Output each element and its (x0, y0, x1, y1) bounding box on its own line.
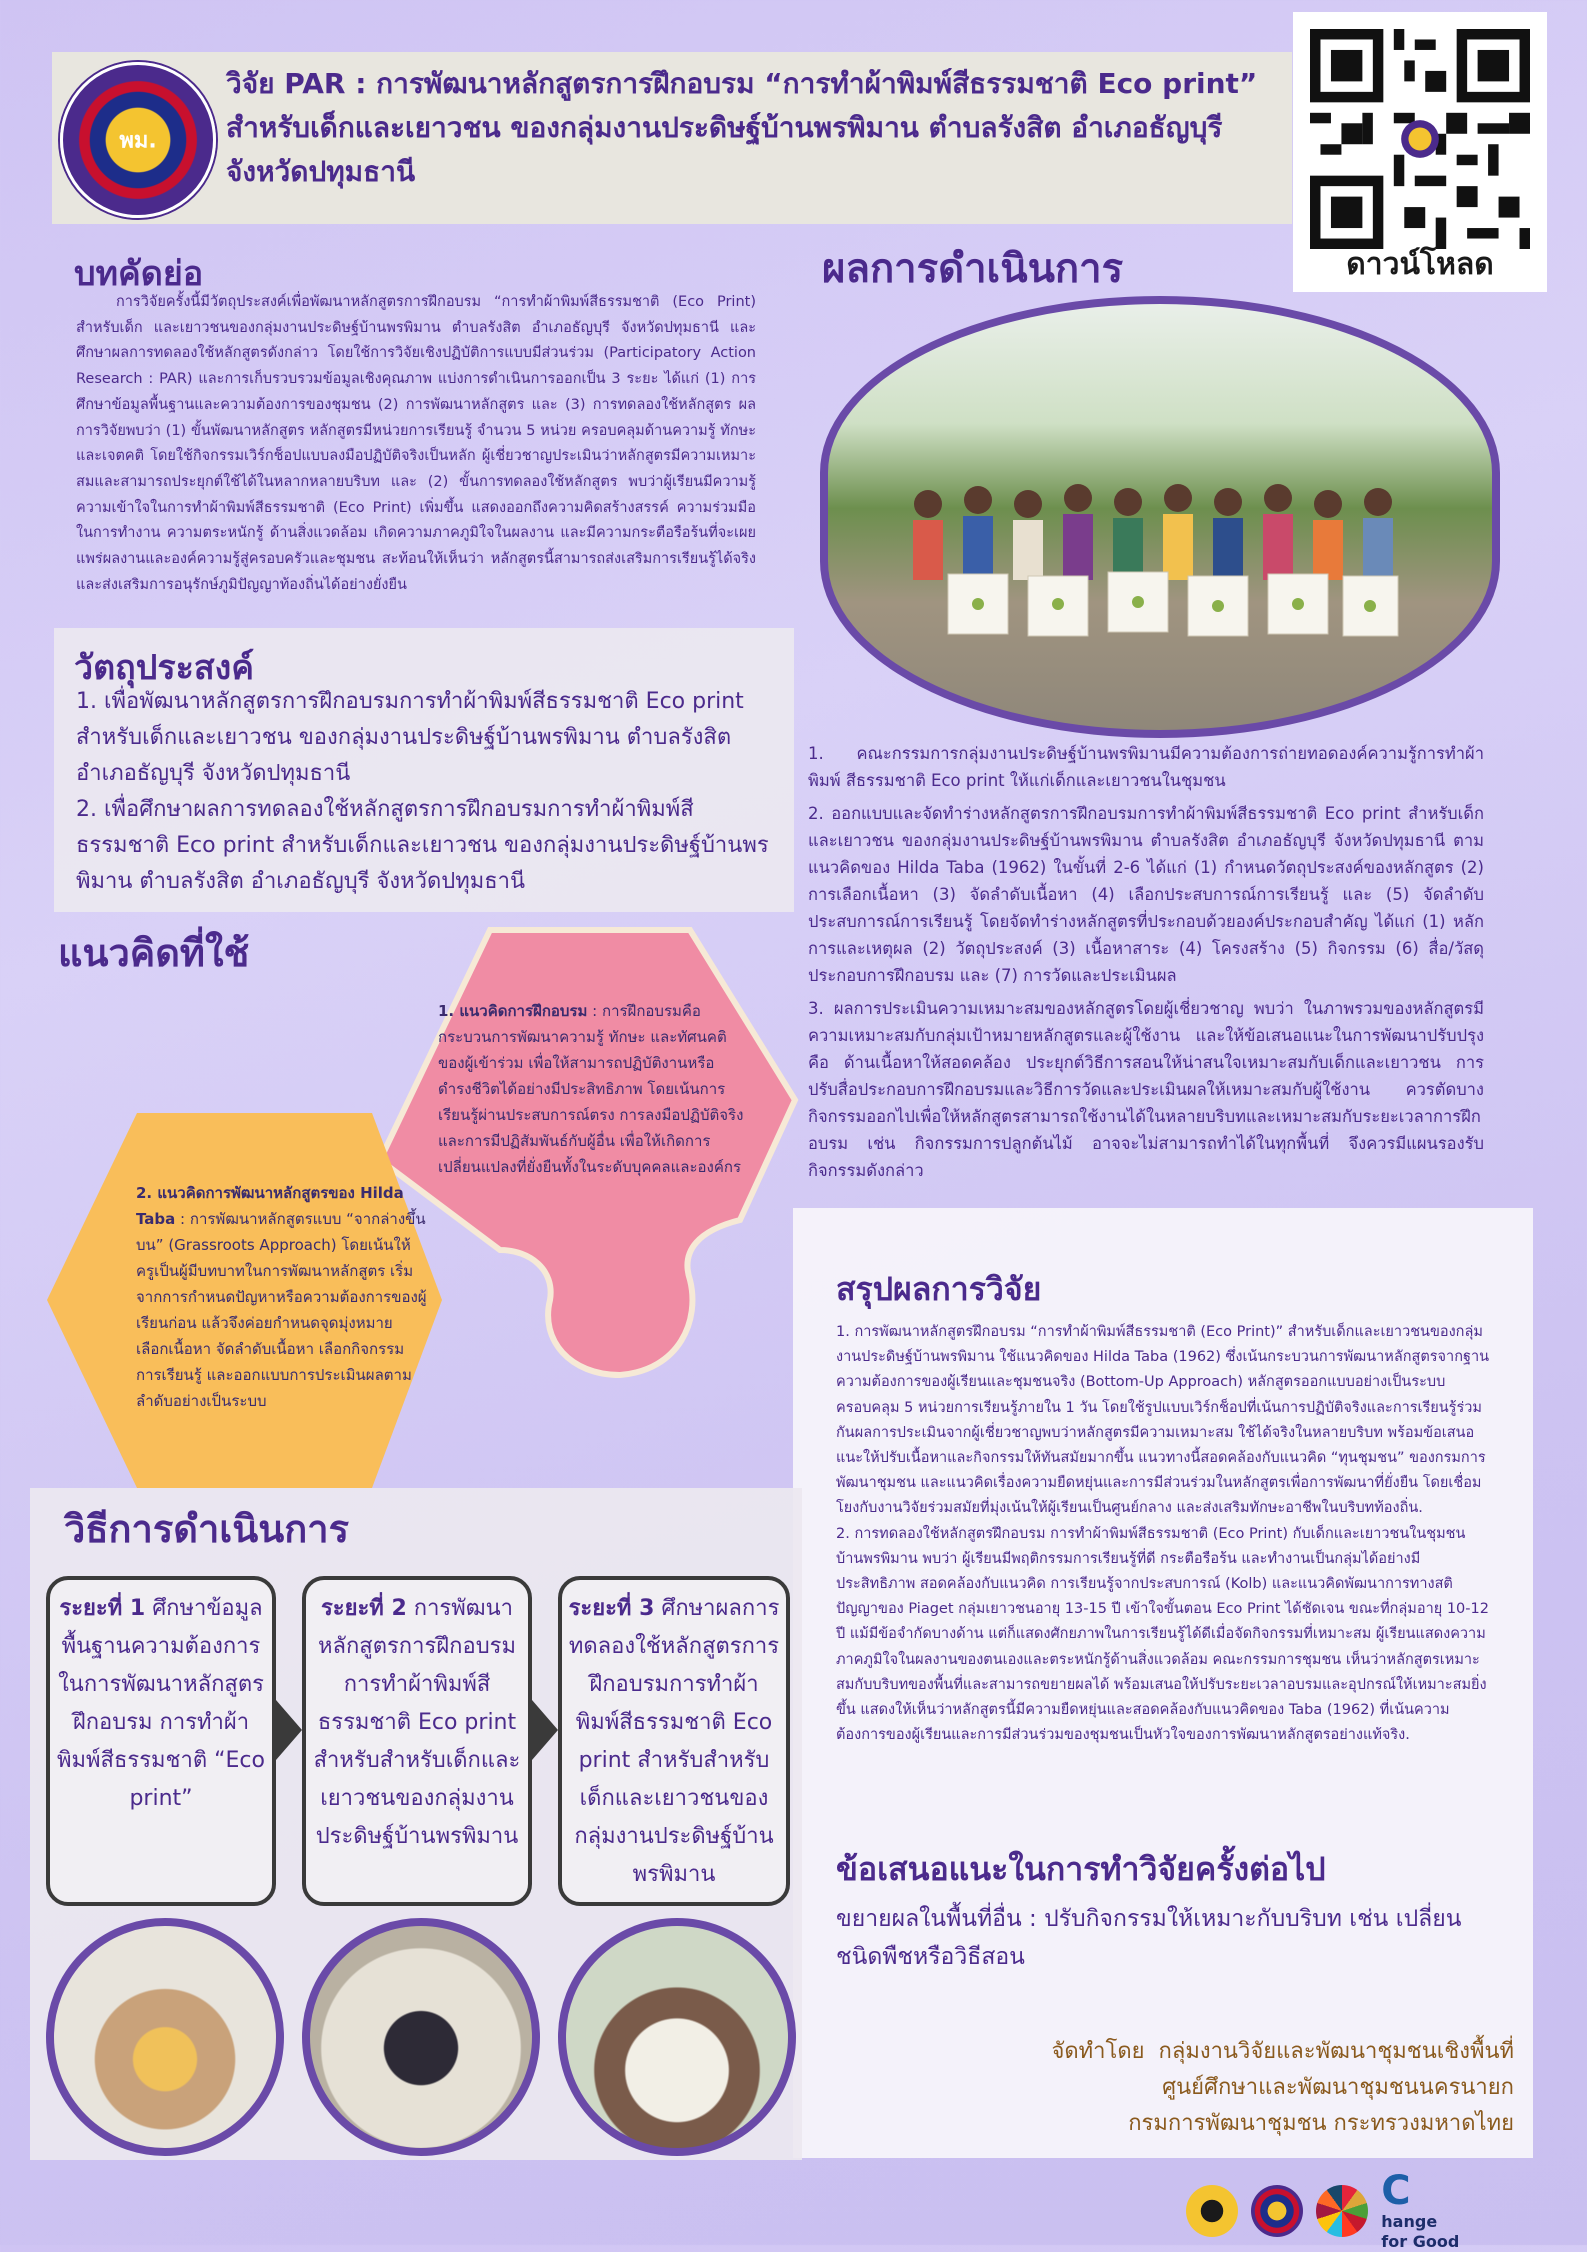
qr-download-box[interactable] (1293, 12, 1547, 292)
qr-code-icon[interactable] (1310, 29, 1530, 249)
phase-2-body: การพัฒนาหลักสูตรการฝึกอบรมการทำผ้าพิมพ์สีธรรมชาติ Eco print สำหรับสำหรับเด็กและเยาวชนของกลุ่มงานประดิษฐ์บ้านพรพิมาน (313, 1596, 521, 1849)
credit-line-3: กรมการพัฒนาชุมชน กระทรวงมหาดไทย (1128, 2111, 1514, 2136)
partner-logos (1186, 2168, 1486, 2251)
change-for-good-c-mark: C (1381, 2168, 1411, 2214)
phase-2-box (302, 1576, 532, 1906)
result-item-1: 1. คณะกรรมการกลุ่มงานประดิษฐ์บ้านพรพิมานมีความต้องการถ่ายทอดองค์ความรู้การทำผ้าพิมพ์ สีธรรมชาติ Eco print ให้แก่เด็กและเยาวชนในชุมชน (808, 744, 1484, 790)
result-item-3: 3. ผลการประเมินความเหมาะสมของหลักสูตรโดยผู้เชี่ยวชาญ พบว่า ในภาพรวมของหลักสูตรมีความเหมาะสมกับกลุ่มเป้าหมายหลักสูตรและผู้ใช้งาน และให้ข้อเสนอแนะในการพัฒนาปรับปรุง คือ ด้านเนื้อหาให้สอดคล้อง ประยุกต์วิธีการสอนให้น่าสนใจเหมาะสมกับเด็กและเยาวชน การปรับสื่อประกอบการฝึกอบรมและวิธีการวัดและประเมินผลให้เหมาะสมกับผู้ใช้งาน ควรตัดบางกิจกรรมออกไปเพื่อให้หลักสูตรสามารถใช้งานได้ในหลายบริบทและเหมาะสมกับระยะเวลาการฝึกอบรม เช่น กิจกรรมการปลูกต้นไม้ อาจจะไม่สามารถทำได้ในทุกพื้นที่ จึงควรมีแผนรองรับกิจกรรมดังกล่าว (808, 999, 1484, 1180)
poster-title (226, 62, 1286, 194)
cdd-logo (1251, 2185, 1303, 2237)
download-label[interactable]: ดาวน์โหลด (1346, 247, 1494, 282)
group-people-illustration (888, 464, 1428, 664)
change-for-good-logo (1381, 2170, 1459, 2252)
result-item-2: 2. ออกแบบและจัดทำร่างหลักสูตรการฝึกอบรมการทำผ้าพิมพ์สีธรรมชาติ Eco print สำหรับเด็กและเยาวชน ของกลุ่มงานประดิษฐ์บ้านพรพิมาน ตำบลรังสิต อำเภอธัญบุรี จังหวัดปทุมธานี ตามแนวคิดของ Hilda Taba (1962) ในขั้นที่ 2-6 ได้แก่ (1) กำหนดวัตถุประสงค์ของหลักสูตร (2) การเลือกเนื้อหา (3) จัดลำดับเนื้อหา (4) เลือกประสบการณ์การเรียนรู้ และ (5) จัดลำดับประสบการณ์การเรียนรู้ โดยจัดทำร่างหลักสูตรที่ประกอบด้วยองค์ประกอบสำคัญ ได้แก่ (1) หลักการและเหตุผล (2) วัตถุประสงค์ (3) เนื้อหาสาระ (4) โครงสร้าง (5) กิจกรรม (6) สื่อ/วัสดุประกอบการฝึกอบรม และ (7) การวัดและประเมินผล (808, 804, 1484, 985)
royal-emblem-logo (1186, 2185, 1238, 2237)
organization-seal-logo (60, 62, 216, 218)
concepts-heading: แนวคิดที่ใช้ (58, 931, 250, 975)
suggestion-heading: ข้อเสนอแนะในการทำวิจัยครั้งต่อไป (836, 1850, 1326, 1888)
phase-1-body: ศึกษาข้อมูลพื้นฐานความต้องการในการพัฒนาหลักสูตรฝึกอบรม การทำผ้าพิมพ์สีธรรมชาติ “Eco print” (57, 1596, 265, 1811)
credit-block (1000, 2034, 1514, 2142)
phase-3-box (558, 1576, 790, 1906)
title-line-2: สำหรับเด็กและเยาวชน ของกลุ่มงานประดิษฐ์บ้านพรพิมาน ตำบลรังสิต อำเภอธัญบุรี (226, 111, 1223, 144)
abstract-heading: บทคัดย่อ (74, 254, 204, 294)
objectives-heading: วัตถุประสงค์ (74, 648, 254, 688)
summary-paragraph-2: 2. การทดลองใช้หลักสูตรฝึกอบรม การทำผ้าพิมพ์สีธรรมชาติ (Eco Print) กับเด็กและเยาวชนในชุมชนบ้านพรพิมาน พบว่า ผู้เรียนมีพฤติกรรมการเรียนรู้ที่ดี กระตือรือร้น และทำงานเป็นกลุ่มได้อย่างมีประสิทธิภาพ สอดคล้องกับแนวคิด การเรียนรู้จากประสบการณ์ (Kolb) และแนวคิดพัฒนาการทางสติปัญญาของ Piaget กลุ่มเยาวชนอายุ 13-15 ปี เข้าใจขั้นตอน Eco Print ได้ชัดเจน ขณะที่กลุ่มอายุ 10-12 ปี แม้มีข้อจำกัดบางด้าน แต่ก็แสดงศักยภาพในการเรียนรู้ได้ดีเมื่อจัดกิจกรรมที่เหมาะสม ผู้เรียนแสดงความภาคภูมิใจในผลงานของตนเองและตระหนักรู้ด้านสิ่งแวดล้อม คณะกรรมการชุมชน เห็นว่าหลักสูตรเหมาะสมกับบริบทของพื้นที่และสามารถขยายผลได้ พร้อมเสนอให้ปรับระยะเวลาอบรมและอุปกรณ์ให้เหมาะสมยิ่งขึ้น แสดงให้เห็นว่าหลักสูตรนี้มีความยืดหยุ่นและสอดคล้องกับแนวคิดของ Taba (1962) ที่เน้นความต้องการของผู้เรียนและการมีส่วนร่วมของชุมชนเป็นหัวใจของการพัฒนาหลักสูตรอย่างแท้จริง. (836, 1525, 1489, 1744)
summary-paragraph-1: 1. การพัฒนาหลักสูตรฝึกอบรม “การทำผ้าพิมพ์สีธรรมชาติ (Eco Print)” สำหรับเด็กและเยาวชนของกลุ่มงานประดิษฐ์บ้านพรพิมาน ใช้แนวคิดของ Hilda Taba (1962) ซึ่งเน้นกระบวนการพัฒนาหลักสูตรจากฐานความต้องการของผู้เรียนและชุมชนจริง (Bottom-Up Approach) หลักสูตรออกแบบอย่างเป็นระบบ ครอบคลุม 5 หน่วยการเรียนรู้ภายใน 1 วัน โดยใช้รูปแบบเวิร์กช็อปที่เน้นการปฏิบัติจริงและการเรียนรู้ร่วมกันผลการประเมินจากผู้เชี่ยวชาญพบว่าหลักสูตรมีความเหมาะสม ใช้ได้จริงในหลายบริบท พร้อมข้อเสนอแนะให้ปรับเนื้อหาและกิจกรรมให้ทันสมัยมากขึ้น แนวทางนี้สอดคล้องกับแนวคิด “ทุนชุมชน” ของกรมการพัฒนาชุมชน และแนวคิดเรื่องความยืดหยุ่นและการมีส่วนร่วมในหลักสูตรเพื่อการพัฒนาที่ยั่งยืน โดยเชื่อมโยงกับงานวิจัยร่วมสมัยที่มุ่งเน้นให้ผู้เรียนเป็นศูนย์กลาง และส่งเสริมทักษะอาชีพในบริบทท้องถิ่น. (836, 1324, 1490, 1517)
arrow-right-icon (532, 1700, 558, 1760)
methods-heading: วิธีการดำเนินการ (64, 1507, 349, 1551)
arrow-right-icon (276, 1700, 302, 1760)
workshop-photo-1 (46, 1918, 284, 2156)
concept-2-body: : การพัฒนาหลักสูตรแบบ “จากล่างขึ้นบน” (Grassroots Approach) โดยเน้นให้ครูเป็นผู้มีบทบาทในการพัฒนาหลักสูตร เริ่มจากการกำหนดปัญหาหรือความต้องการของผู้เรียนก่อน แล้วจึงค่อยกำหนดจุดมุ่งหมาย เลือกเนื้อหา จัดลำดับเนื้อหา เลือกกิจกรรมการเรียนรู้ และออกแบบการประเมินผลตามลำดับอย่างเป็นระบบ (136, 1210, 427, 1410)
seal-text: พม. (119, 128, 157, 154)
results-list (808, 740, 1484, 1190)
phase-1-heading: ระยะที่ 1 (59, 1596, 146, 1621)
workshop-photo-2 (302, 1918, 540, 2156)
concept-2-heading: 2. แนวคิดการพัฒนาหลักสูตรของ Hilda Taba (136, 1184, 404, 1228)
credit-label: จัดทำโดย (1051, 2039, 1145, 2064)
abstract-text: การวิจัยครั้งนี้มีวัตถุประสงค์เพื่อพัฒนาหลักสูตรการฝึกอบรม “การทำผ้าพิมพ์สีธรรมชาติ (Eco Print) สำหรับเด็ก และเยาวชนของกลุ่มงานประดิษฐ์บ้านพรพิมาน ตำบลรังสิต อำเภอธัญบุรี จังหวัดปทุมธานี และศึกษาผลการทดลองใช้หลักสูตรดังกล่าว โดยใช้การวิจัยเชิงปฏิบัติการแบบมีส่วนร่วม (Participatory Action Research : PAR) และการเก็บรวบรวมข้อมูลเชิงคุณภาพ แบ่งการดำเนินการออกเป็น 3 ระยะ ได้แก่ (1) การศึกษาข้อมูลพื้นฐานและความต้องการของชุมชน (2) การพัฒนาหลักสูตร และ (3) การทดลองใช้หลักสูตร ผลการวิจัยพบว่า (1) ขั้นพัฒนาหลักสูตร หลักสูตรมีหน่วยการเรียนรู้ จำนวน 5 หน่วย ครอบคลุมด้านความรู้ ทักษะ และเจตคติ โดยใช้กิจกรรมเวิร์กช็อปแบบลงมือปฏิบัติจริงเป็นหลัก ผู้เชี่ยวชาญประเมินว่าหลักสูตรมีความเหมาะสมและสามารถประยุกต์ใช้ได้ในหลากหลายบริบท และ (2) ขั้นการทดลองใช้หลักสูตร พบว่าผู้เรียนมีความรู้ความเข้าใจในการทำผ้าพิมพ์สีธรรมชาติ (Eco Print) เพิ่มขึ้น แสดงออกถึงความคิดสร้างสรรค์ ความร่วมมือในการทำงาน ความตระหนักรู้ ด้านสิ่งแวดล้อม เกิดความภาคภูมิใจในผลงาน และมีความกระตือรือร้นที่จะเผยแพร่ผลงานและองค์ความรู้สู่ครอบครัวและชุมชน สะท้อนให้เห็นว่า หลักสูตรนี้สามารถส่งเสริมการเรียนรู้ได้จริงและส่งเสริมการอนุรักษ์ภูมิปัญญาท้องถิ่นได้อย่างยั่งยืน (76, 294, 756, 593)
summary-heading: สรุปผลการวิจัย (836, 1270, 1042, 1308)
concept-1-body: : การฝึกอบรมคือกระบวนการพัฒนาความรู้ ทักษะ และทัศนคติของผู้เข้าร่วม เพื่อให้สามารถปฏิบัติงานหรือดำรงชีวิตได้อย่างมีประสิทธิภาพ โดยเน้นการเรียนรู้ผ่านประสบการณ์ตรง การลงมือปฏิบัติจริง และการมีปฏิสัมพันธ์กับผู้อื่น เพื่อให้เกิดการเปลี่ยนแปลงที่ยั่งยืนทั้งในระดับบุคคลและองค์กร (438, 1002, 744, 1176)
summary-text (836, 1320, 1490, 1748)
title-line-1: วิจัย PAR : การพัฒนาหลักสูตรการฝึกอบรม “การทำผ้าพิมพ์สีธรรมชาติ Eco print” (226, 67, 1258, 100)
suggestion-text: ขยายผลในพื้นที่อื่น : ปรับกิจกรรมให้เหมาะกับบริบท เช่น เปลี่ยนชนิดพืชหรือวิธีสอน (836, 1906, 1462, 1970)
change-for-good-line-1: hange (1381, 2212, 1438, 2231)
objectives-list (76, 684, 776, 900)
phase-3-body: ศึกษาผลการทดลองใช้หลักสูตรการฝึกอบรมการทำผ้าพิมพ์สีธรรมชาติ Eco print สำหรับสำหรับเด็กและเยาวชนของกลุ่มงานประดิษฐ์บ้านพรพิมาน (568, 1596, 780, 1887)
concept-1-text (438, 998, 746, 1180)
objective-item-2: 2. เพื่อศึกษาผลการทดลองใช้หลักสูตรการฝึกอบรมการทำผ้าพิมพ์สีธรรมชาติ Eco print สำหรับเด็กและเยาวชน ของกลุ่มงานประดิษฐ์บ้านพรพิมาน ตำบลรังสิต อำเภอธัญบุรี จังหวัดปทุมธานี (76, 797, 769, 894)
change-for-good-line-2: for Good (1381, 2232, 1460, 2251)
concept-2-text (136, 1180, 428, 1414)
phase-1-box (46, 1576, 276, 1906)
sdg-wheel-logo (1316, 2185, 1368, 2237)
credit-line-1: กลุ่มงานวิจัยและพัฒนาชุมชนเชิงพื้นที่ (1158, 2039, 1514, 2064)
concept-1-heading: 1. แนวคิดการฝึกอบรม (438, 1002, 588, 1020)
group-photo (820, 296, 1500, 738)
credit-line-2: ศูนย์ศึกษาและพัฒนาชุมชนนครนายก (1162, 2075, 1514, 2100)
title-line-3: จังหวัดปทุมธานี (226, 155, 416, 188)
objective-item-1: 1. เพื่อพัฒนาหลักสูตรการฝึกอบรมการทำผ้าพิมพ์สีธรรมชาติ Eco print สำหรับเด็กและเยาวชน ของกลุ่มงานประดิษฐ์บ้านพรพิมาน ตำบลรังสิต อำเภอธัญบุรี จังหวัดปทุมธานี (76, 689, 744, 786)
phase-2-heading: ระยะที่ 2 (320, 1596, 407, 1621)
phase-3-heading: ระยะที่ 3 (568, 1596, 655, 1621)
workshop-photo-3 (558, 1918, 796, 2156)
results-heading: ผลการดำเนินการ (822, 246, 1124, 292)
